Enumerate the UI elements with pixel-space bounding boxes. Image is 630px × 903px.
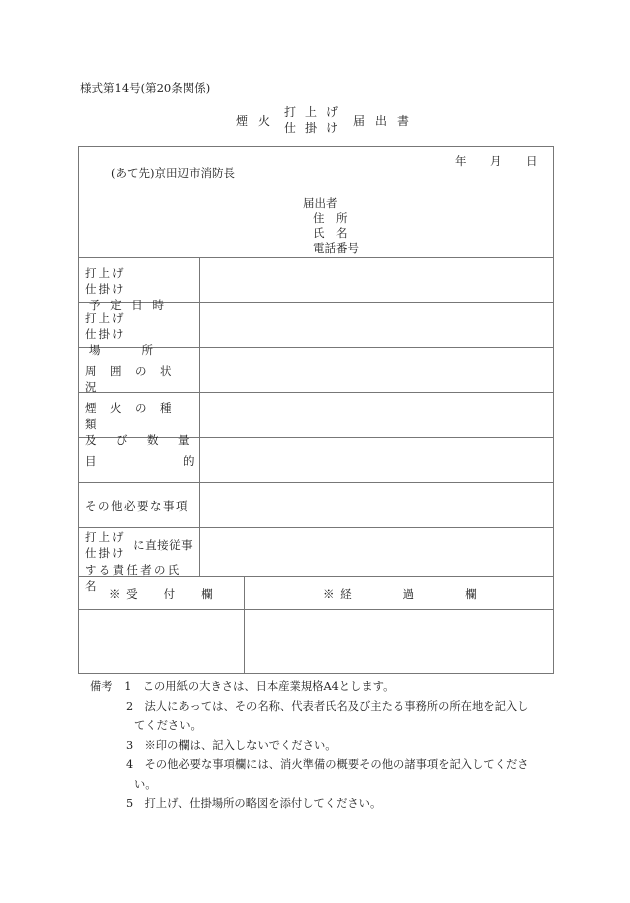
page-title xyxy=(236,104,419,136)
note-item: 2 法人にあっては、その名称、代表者氏名及び主たる事務所の所在地を記入し xyxy=(126,699,529,713)
note-item: 4 その他必要な事項欄には、消火準備の概要その他の諸事項を記入してくださ xyxy=(126,758,529,771)
note-item: 3 ※印の欄は、記入しないでください。 xyxy=(126,738,337,752)
title-stack-top: 打上げ xyxy=(284,105,348,119)
progress-field xyxy=(245,610,553,673)
surroundings-field[interactable] xyxy=(200,348,553,392)
note-item: 備考 1 この用紙の大きさは、日本産業規格A4とします。 xyxy=(90,680,395,693)
other-matters-field[interactable] xyxy=(200,483,553,527)
address-label: 住 所 xyxy=(313,211,348,225)
responsible-person-field[interactable] xyxy=(200,528,553,576)
launch-datetime-field[interactable] xyxy=(200,258,553,302)
note-item: てください。 xyxy=(134,719,202,732)
form-id: 様式第14号(第20条関係) xyxy=(80,81,211,95)
title-stack-bottom: 仕掛け xyxy=(284,121,348,135)
date-month: 月 xyxy=(490,154,502,168)
form-table xyxy=(78,146,554,674)
title-part1: 煙火 xyxy=(236,113,281,128)
addressee: (あて先)京田辺市消防長 xyxy=(111,166,235,180)
date-year: 年 xyxy=(455,154,467,168)
label-surroundings: 周 囲 の 状 況 xyxy=(85,364,185,394)
name-label: 氏 名 xyxy=(313,226,348,240)
notes-heading: 備考 xyxy=(90,680,113,693)
reception-header: ※ 受 付 欄 xyxy=(109,587,214,601)
label-fireworks-type: 煙 火 の 種 類 及 び 数 量 xyxy=(85,401,194,447)
launch-place-field[interactable] xyxy=(200,303,553,347)
purpose-field[interactable] xyxy=(200,438,553,482)
title-part2: 届出書 xyxy=(353,113,420,128)
applicant-label: 届出者 xyxy=(303,196,338,210)
note-item: 5 打上げ、仕掛場所の略図を添付してください。 xyxy=(126,797,382,810)
title-stack xyxy=(284,104,347,136)
label-launch-place: 打上げ 仕掛け 場 所 xyxy=(85,311,159,357)
notes xyxy=(90,677,529,814)
note-item: い。 xyxy=(134,777,157,791)
phone-label: 電話番号 xyxy=(313,241,359,255)
label-purpose: 目 的 xyxy=(85,454,195,468)
label-responsible-person: 打上げ 仕掛け に直接従事 する責任者の氏名 xyxy=(85,530,194,593)
reception-field xyxy=(79,610,244,673)
fireworks-type-field[interactable] xyxy=(200,393,553,437)
label-other-matters: その他必要な事項 xyxy=(85,499,189,513)
progress-header: ※ 経 過 欄 xyxy=(323,587,478,601)
label-launch-datetime: 打上げ 仕掛け 予 定 日 時 xyxy=(85,266,167,312)
date-day: 日 xyxy=(526,154,538,168)
